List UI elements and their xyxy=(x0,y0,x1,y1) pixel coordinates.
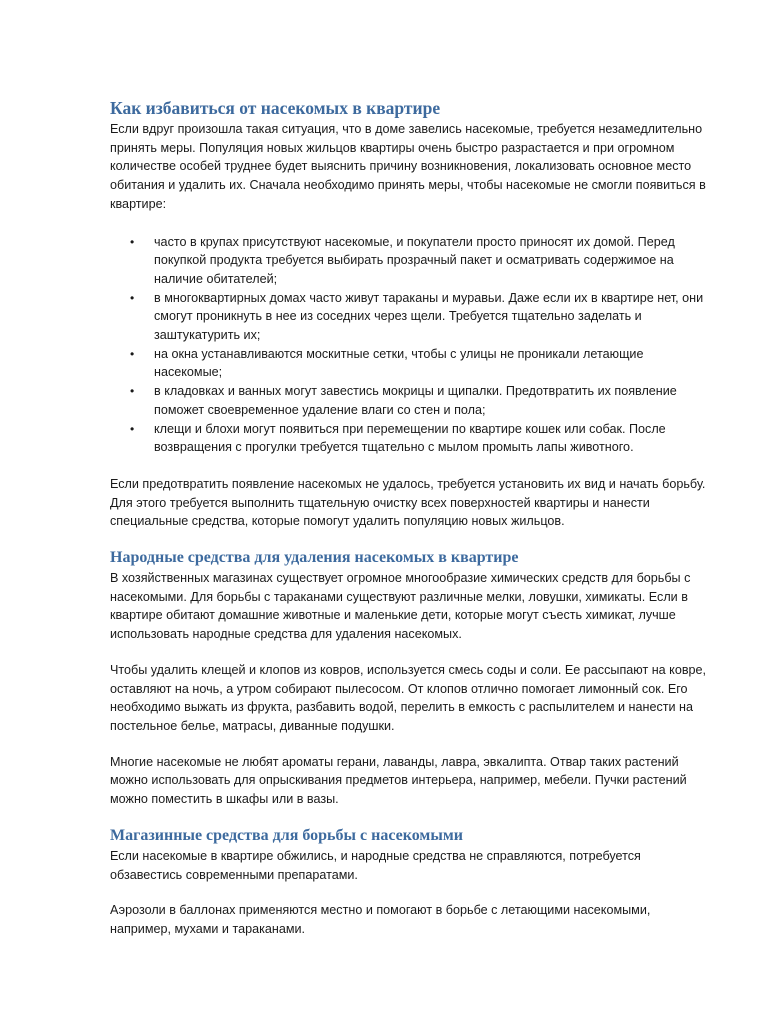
bullet-icon: • xyxy=(130,421,135,436)
list-item-text: в многоквартирных домах часто живут тараканы и муравьи. Даже если их в квартире нет, они смогут проникнуть в нее из соседних через щели. Требуется тщательно заделать и заштукатурить их; xyxy=(154,290,704,343)
store-remedies-paragraph-1: Если насекомые в квартире обжились, и народные средства не справляются, потребуется обзавестись современными препаратами. xyxy=(110,848,641,882)
store-remedies-paragraph-2: Аэрозоли в баллонах применяются местно и помогают в борьбе с летающими насекомыми, например, мухами и тараканами. xyxy=(110,903,651,936)
bullet-icon: • xyxy=(130,384,135,399)
document-page xyxy=(110,96,710,939)
list-item-text: клещи и блохи могут появиться при перемещении по квартире кошек или собак. После возвращения с прогулки требуется тщательно с мылом промыть лапы животного. xyxy=(154,421,666,455)
after-list-paragraph: Если предотвратить появление насекомых не удалось, требуется установить их вид и начать борьбу. Для этого требуется выполнить тщательную очистку всех поверхностей квартиры и нанести специальные средства, которые помогут удалить популяцию новых жильцов. xyxy=(110,476,706,529)
list-item-text: часто в крупах присутствуют насекомые, и покупатели просто приносят их домой. Перед покупкой продукта требуется выбирать прозрачный пакет и осматривать содержимое на наличие обитателей; xyxy=(154,234,675,286)
bullet-icon: • xyxy=(130,234,135,249)
list-item-text: в кладовках и ванных могут завестись мокрицы и щипалки. Предотвратить их появление поможет своевременное удаление влаги со стен и пола; xyxy=(154,384,677,417)
list-item xyxy=(110,233,710,289)
section-heading-store-remedies: Магазинные средства для борьбы с насекомыми xyxy=(110,826,463,844)
list-item xyxy=(110,289,710,345)
bullet-icon: • xyxy=(130,290,135,305)
prevention-list xyxy=(110,233,710,457)
folk-remedies-paragraph-1: В хозяйственных магазинах существует огромное многообразие химических средств для борьбы с насекомыми. Для борьбы с тараканами существуют различные мелки, ловушки, химикаты. Если в квартире обитают домашние животные и маленькие дети, которые могут съесть химикат, лучше использовать народные средства для удаления насекомых. xyxy=(110,571,691,642)
folk-remedies-paragraph-3: Многие насекомые не любят ароматы герани, лаванды, лавра, эвкалипта. Отвар таких растений можно использовать для опрыскивания предметов интерьера, например, мебели. Пучки растений можно поместить в шкафы или в вазы. xyxy=(110,754,687,807)
folk-remedies-paragraph-2: Чтобы удалить клещей и клопов из ковров, используется смесь соды и соли. Ее рассыпают на ковре, оставляют на ночь, а утром собирают пылесосом. От клопов отлично помогает лимонный сок. Его необходимо выжать из фрукта, разбавить водой, перелить в емкость с распылителем и нанести на постельное белье, матрасы, диванные подушки. xyxy=(110,662,707,733)
intro-paragraph: Если вдруг произошла такая ситуация, что в доме завелись насекомые, требуется незамедлительно принять меры. Популяция новых жильцов квартиры очень быстро разрастается и при огромном количестве особей труднее будет выяснить причину возникновения, локализовать основное место обитания и удалить их. Сначала необходимо принять меры, чтобы насекомые не смогли появиться в квартире: xyxy=(110,122,706,211)
list-item xyxy=(110,382,710,419)
section-heading-folk-remedies: Народные средства для удаления насекомых в квартире xyxy=(110,549,519,567)
bullet-icon: • xyxy=(130,346,135,361)
document-title: Как избавиться от насекомых в квартире xyxy=(110,98,441,118)
list-item xyxy=(110,345,710,382)
list-item-text: на окна устанавливаются москитные сетки, чтобы с улицы не проникали летающие насекомые; xyxy=(154,346,644,380)
list-item xyxy=(110,420,710,457)
